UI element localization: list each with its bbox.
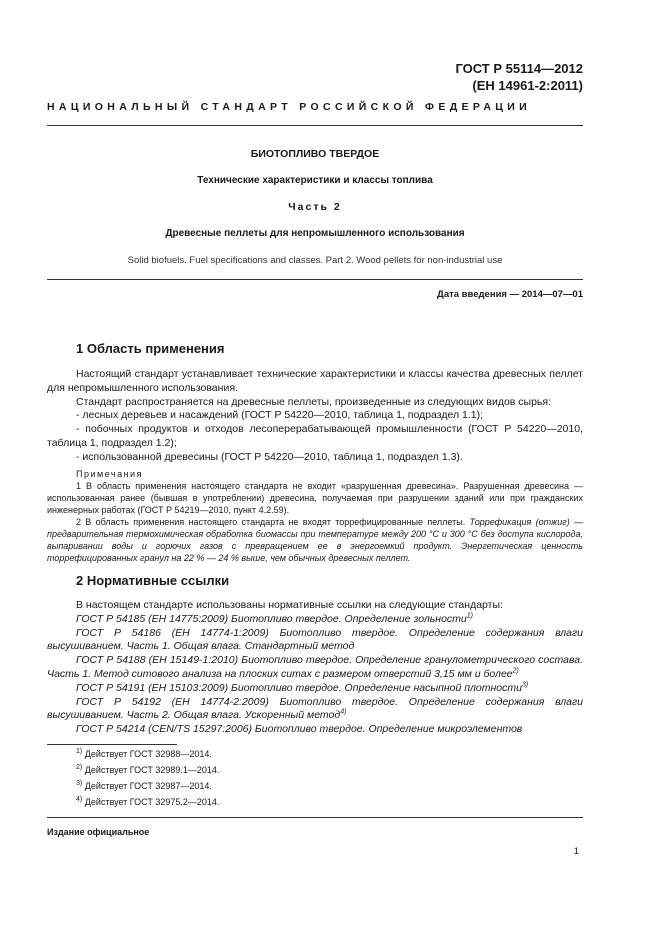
page-number: 1 xyxy=(573,846,579,857)
footnote-mark: 4) xyxy=(340,708,347,716)
section-heading: 2 Нормативные ссылки xyxy=(76,573,230,588)
paragraph: Стандарт распространяется на древесные пеллеты, произведенные из следующих видов сырья: xyxy=(76,395,551,408)
list-item: - использованной древесины (ГОСТ Р 54220—2010, таблица 1, подраздел 1.3). xyxy=(76,450,463,463)
document-subtitle: Технические характеристики и классы топлива xyxy=(197,175,433,186)
part-label: Часть 2 xyxy=(288,201,342,213)
note-text: 2 В область применения настоящего стандарта не входят торрефицированные пеллеты. xyxy=(76,516,470,527)
section-scope xyxy=(47,341,583,564)
section-normative-references xyxy=(47,573,583,737)
footnote: $^{3)}$ Действует ГОСТ 32987—2014. xyxy=(76,780,212,791)
reference-item: ГОСТ Р 54192 (ЕН 14774-2:2009) Биотопливо твердое. Определение содержания влаги высушиванием. Часть 2. Общая влага. Ускоренный метод$^{4)}$ xyxy=(47,695,583,722)
national-standard-banner: НАЦИОНАЛЬНЫЙ СТАНДАРТ РОССИЙСКОЙ ФЕДЕРАЦИИ xyxy=(47,101,532,113)
note xyxy=(47,516,583,564)
paragraph: Настоящий стандарт устанавливает технические характеристики и классы качества древесных пеллет для непромышленного использования. xyxy=(47,368,583,394)
standard-equivalent: (ЕН 14961-2:2011) xyxy=(472,78,583,93)
footer-divider xyxy=(47,817,583,818)
list-item: - лесных деревьев и насаждений (ГОСТ Р 54220—2010, таблица 1, подраздел 1.1); xyxy=(76,409,484,422)
footnote: $^{4)}$ Действует ГОСТ 32975.2—2014. xyxy=(76,796,220,807)
footnote: $^{1)}$ Действует ГОСТ 32988—2014. xyxy=(76,748,212,759)
footnote: $^{2)}$ Действует ГОСТ 32989.1—2014. xyxy=(76,764,220,775)
reference-item: ГОСТ Р 54185 (ЕН 14775:2009) Биотопливо твердое. Определение зольности$^{1)}$ xyxy=(76,612,473,625)
reference-item: ГОСТ Р 54188 (ЕН 15149-1:2010) Биотопливо твердое. Определение гранулометрического состава. Часть 1. Метод ситового анализа на плоских ситах с размером отверстий 3,15 мм и более$^{2)}$ xyxy=(47,654,583,680)
footnote-divider xyxy=(47,744,177,745)
notes-heading: Примечания xyxy=(76,468,143,479)
reference-item: ГОСТ Р 54191 (ЕН 15103:2009) Биотопливо твердое. Определение насыпной плотности$^{3)}$ xyxy=(76,681,529,694)
reference-item: ГОСТ Р 54186 (ЕН 14774-1:2009) Биотопливо твердое. Определение содержания влаги высушиванием. Часть 1. Общая влага. Стандартный метод xyxy=(47,626,583,653)
standard-code xyxy=(455,60,583,94)
english-title: Solid biofuels. Fuel specifications and classes. Part 2. Wood pellets for non-industrial use xyxy=(127,255,503,266)
footnote-mark: 3) xyxy=(521,681,529,689)
list-item: - побочных продуктов и отходов лесоперерабатывающей промышленности (ГОСТ Р 54220—2010, таблица 1, подраздел 1.2); xyxy=(47,423,583,449)
footnotes xyxy=(76,746,219,810)
official-edition-label: Издание официальное xyxy=(47,827,150,837)
document-title: БИОТОПЛИВО ТВЕРДОЕ xyxy=(250,148,380,160)
section-heading: 1 Область применения xyxy=(76,341,225,356)
footnote-mark: 2) xyxy=(512,667,519,675)
note: 1 В область применения настоящего стандарта не входит «разрушенная древесина». Разрушенная древесина — использованная ранее (бывшая в употреблении) древесина, получаемая при разрушении зданий или при гражданских инженерных работах (ГОСТ Р 54219—2010, пункт 4.2.59). xyxy=(47,480,583,515)
paragraph: В настоящем стандарте использованы нормативные ссылки на следующие стандарты: xyxy=(76,599,503,611)
footnote-mark: 1) xyxy=(466,612,473,620)
header-divider xyxy=(47,125,583,126)
reference-item: ГОСТ Р 54214 (CEN/TS 15297:2006) Биотопливо твердое. Определение микроэлементов xyxy=(76,723,523,736)
part-title: Древесные пеллеты для непромышленного использования xyxy=(165,228,465,239)
introduction-date: Дата введения — 2014—07—01 xyxy=(437,289,583,300)
standard-number: ГОСТ Р 55114—2012 xyxy=(455,61,583,76)
note-definition: Торрефикация (отжиг) — предварительная термохимическая обработка биомассы при температуре между 200 °С и 300 °С без доступа кислорода, выпаривании воды и горючих газов с превращением ее в энергоемкий продукт. Энергетическая ценность торрефицированных гранул на 22 % — 24 % выше, чем обычных древесных пеллет. xyxy=(47,516,583,563)
title-divider xyxy=(47,279,583,280)
